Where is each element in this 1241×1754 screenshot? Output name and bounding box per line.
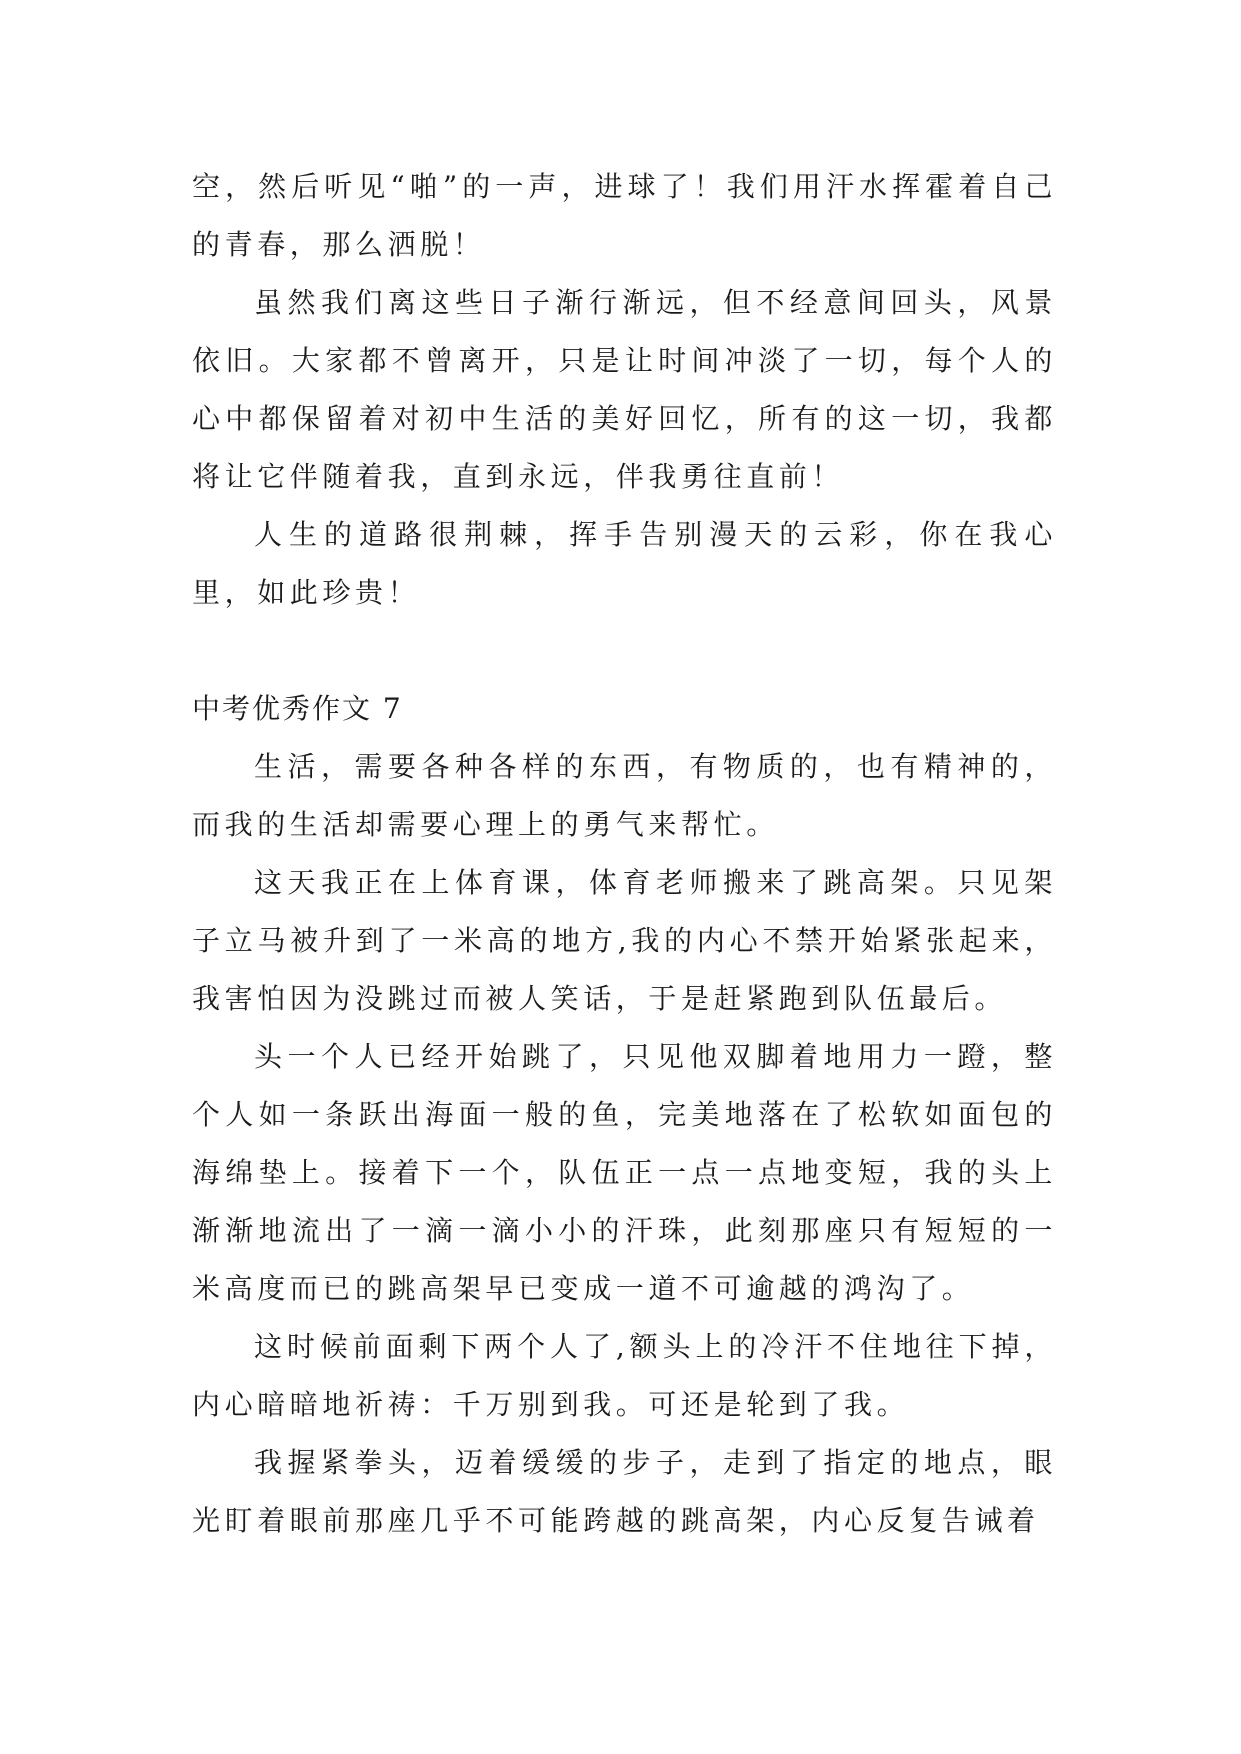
section-spacer	[192, 622, 1057, 680]
paragraph: 人生的道路很荆棘，挥手告别漫天的云彩，你在我心里，如此珍贵！	[192, 518, 1057, 609]
paragraph: 头一个人已经开始跳了，只见他双脚着地用力一蹬，整个人如一条跃出海面一般的鱼，完美地落在了松软如面包的海绵垫上。接着下一个，队伍正一点一点地变短，我的头上渐渐地流出了一滴一滴小小的汗珠，此刻那座只有短短的一米高度而已的跳高架早已变成一道不可逾越的鸿沟了。	[192, 1040, 1057, 1305]
document-body	[192, 158, 1057, 1550]
paragraph: 这天我正在上体育课，体育老师搬来了跳高架。只见架子立马被升到了一米高的地方,我的内心不禁开始紧张起来，我害怕因为没跳过而被人笑话，于是赶紧跑到队伍最后。	[192, 866, 1057, 1015]
paragraph: 生活，需要各种各样的东西，有物质的，也有精神的，而我的生活却需要心理上的勇气来帮忙。	[192, 750, 1057, 841]
paragraph: 虽然我们离这些日子渐行渐远，但不经意间回头，风景依旧。大家都不曾离开，只是让时间冲淡了一切，每个人的心中都保留着对初中生活的美好回忆，所有的这一切，我都将让它伴随着我，直到永远，伴我勇往直前！	[192, 286, 1057, 493]
paragraph-continued: 空，然后听见“啪”的一声，进球了！我们用汗水挥霍着自己的青春，那么洒脱！	[192, 170, 1057, 261]
essay-title: 中考优秀作文 7	[192, 692, 403, 725]
paragraph: 我握紧拳头，迈着缓缓的步子，走到了指定的地点，眼光盯着眼前那座几乎不可能跨越的跳高架，内心反复告诫着	[192, 1446, 1057, 1537]
paragraph: 这时候前面剩下两个人了,额头上的冷汗不住地往下掉，内心暗暗地祈祷：千万别到我。可还是轮到了我。	[192, 1330, 1057, 1421]
